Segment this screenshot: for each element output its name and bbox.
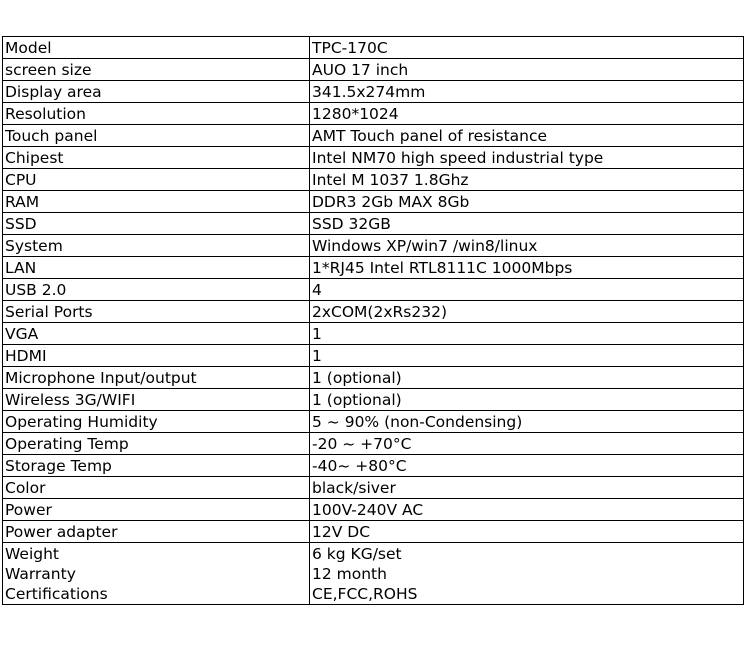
value-cell-stack [310, 543, 744, 605]
value-cell: 1 [310, 323, 744, 345]
value-cell: -20 ~ +70°C [310, 433, 744, 455]
param-cell: Display area [3, 81, 310, 103]
param-cell: Microphone Input/output [3, 367, 310, 389]
param-weight: Weight [5, 544, 60, 563]
param-cell: RAM [3, 191, 310, 213]
value-cell: 1*RJ45 Intel RTL8111C 1000Mbps [310, 257, 744, 279]
param-cell: SSD [3, 213, 310, 235]
value-cell: 1 [310, 345, 744, 367]
param-cell: HDMI [3, 345, 310, 367]
table-row-merged [3, 543, 744, 605]
table-row [3, 367, 744, 389]
value-cell: 1 (optional) [310, 367, 744, 389]
value-cell: SSD 32GB [310, 213, 744, 235]
table-row [3, 147, 744, 169]
param-cell: CPU [3, 169, 310, 191]
value-cell: 1 (optional) [310, 389, 744, 411]
table-row [3, 389, 744, 411]
table-row [3, 521, 744, 543]
value-weight: 6 kg KG/set [312, 544, 402, 563]
value-cell: Intel NM70 high speed industrial type [310, 147, 744, 169]
param-warranty: Warranty [5, 564, 76, 583]
param-cell: Color [3, 477, 310, 499]
param-cell: Operating Humidity [3, 411, 310, 433]
param-cell: Serial Ports [3, 301, 310, 323]
table-row [3, 103, 744, 125]
table-row [3, 279, 744, 301]
table-row [3, 81, 744, 103]
param-cell: LAN [3, 257, 310, 279]
table-row [3, 345, 744, 367]
param-cell: System [3, 235, 310, 257]
value-cell: AMT Touch panel of resistance [310, 125, 744, 147]
param-cell: Touch panel [3, 125, 310, 147]
table-row [3, 301, 744, 323]
table-row [3, 455, 744, 477]
value-cell: Intel M 1037 1.8Ghz [310, 169, 744, 191]
value-cell: 1280*1024 [310, 103, 744, 125]
table-row [3, 191, 744, 213]
value-cell: TPC-170C [310, 37, 744, 59]
table-row [3, 257, 744, 279]
param-cell: Power adapter [3, 521, 310, 543]
param-cell: Resolution [3, 103, 310, 125]
value-cell: black/siver [310, 477, 744, 499]
param-cell: screen size [3, 59, 310, 81]
param-cell: Chipest [3, 147, 310, 169]
value-cell: 341.5x274mm [310, 81, 744, 103]
value-cell: 100V-240V AC [310, 499, 744, 521]
table-row [3, 37, 744, 59]
table-row [3, 235, 744, 257]
table-row [3, 169, 744, 191]
value-certifications: CE,FCC,ROHS [312, 584, 418, 603]
table-row [3, 433, 744, 455]
value-cell: DDR3 2Gb MAX 8Gb [310, 191, 744, 213]
param-cell: Storage Temp [3, 455, 310, 477]
param-cell: USB 2.0 [3, 279, 310, 301]
param-cell: Operating Temp [3, 433, 310, 455]
table-row [3, 125, 744, 147]
value-cell: 4 [310, 279, 744, 301]
param-cell: Model [3, 37, 310, 59]
table-row [3, 499, 744, 521]
value-cell: AUO 17 inch [310, 59, 744, 81]
value-cell: 12V DC [310, 521, 744, 543]
table-row [3, 59, 744, 81]
param-cell: Wireless 3G/WIFI [3, 389, 310, 411]
table-row [3, 213, 744, 235]
param-cell: VGA [3, 323, 310, 345]
param-certifications: Certifications [5, 584, 108, 603]
spec-table [2, 36, 744, 605]
table-row [3, 477, 744, 499]
table-row [3, 411, 744, 433]
param-cell-stack [3, 543, 310, 605]
value-warranty: 12 month [312, 564, 387, 583]
value-cell: 5 ~ 90% (non-Condensing) [310, 411, 744, 433]
value-cell: -40~ +80°C [310, 455, 744, 477]
value-cell: 2xCOM(2xRs232) [310, 301, 744, 323]
param-cell: Power [3, 499, 310, 521]
value-cell: Windows XP/win7 /win8/linux [310, 235, 744, 257]
table-row [3, 323, 744, 345]
